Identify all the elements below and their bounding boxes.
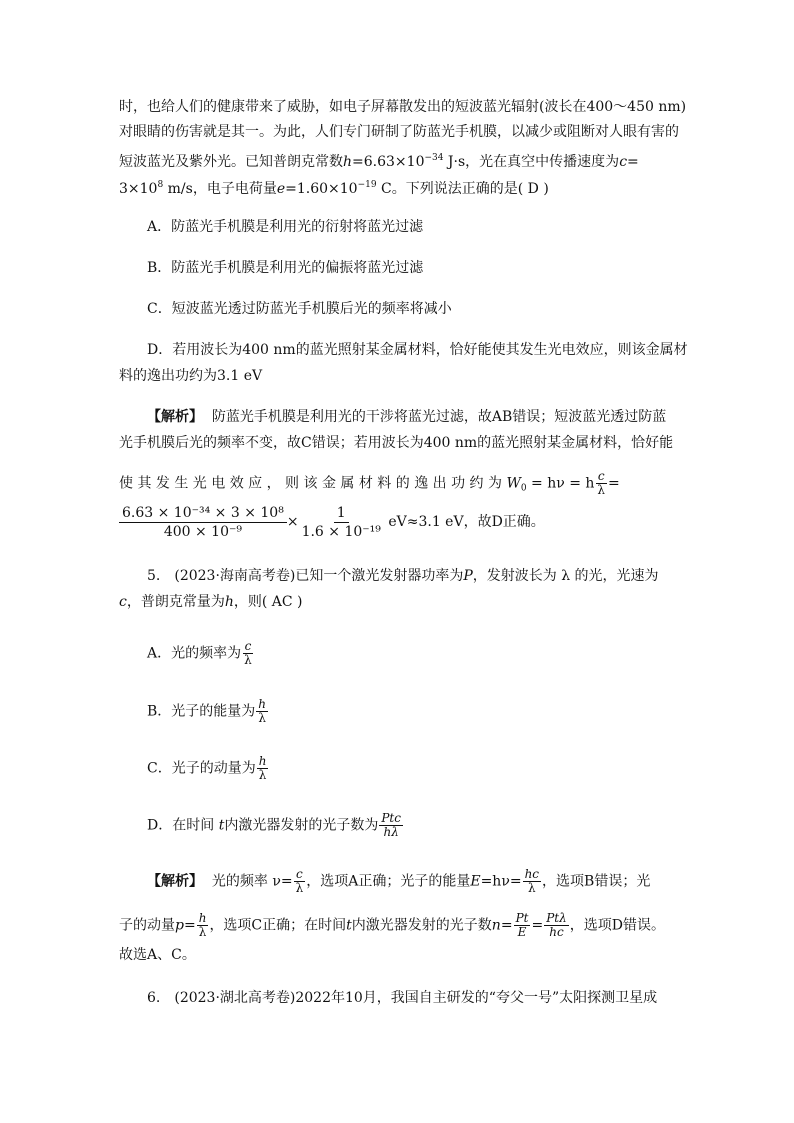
q5-analysis-line-2: 子的动量p= $\frac{h}{\lambda}$ ，选项C正确；在时间t内激光器发射的光子数n= $\frac{Pt}{E}$ = $\frac{\text{Ptλ}}{hc}$ ，选项D错误。 <box>119 911 665 939</box>
q4-option-b: B．防蓝光手机膜是利用光的偏振将蓝光过滤 <box>147 260 424 276</box>
q5-option-d: D．在时间 t内激光器发射的光子数为 $\frac{\text{Ptc}}{h\lambda}$ <box>147 811 401 839</box>
q4-option-a: A．防蓝光手机膜是利用光的衍射将蓝光过滤 <box>147 219 424 235</box>
q6-stem-line-1: 6. (2023·湖北高考卷)2022年10月，我国自主研发的“夸父一号”太阳探测卫星成 <box>147 990 658 1006</box>
q5-analysis-line-3: 故选A、C。 <box>119 947 196 963</box>
q4-option-d-line-2: 料的逸出功约为3.1 eV <box>119 368 263 384</box>
q5-option-c: C．光子的动量为 $\frac{h}{\lambda}$ <box>147 754 267 782</box>
q4-analysis-line-1: 【解析】 防蓝光手机膜是利用光的干涉将蓝光过滤，故AB错误；短波蓝光透过防蓝 <box>147 409 667 425</box>
q5-stem-line-1: 5. (2023·海南高考卷)已知一个激光发射器功率为P，发射波长为 λ 的光，光速为 <box>147 568 659 584</box>
q5-stem-line-2: c，普朗克常量为h，则( AC ) <box>119 594 303 610</box>
fraction-c-over-lambda: $\frac{c}{\lambda}$ <box>597 469 606 497</box>
q5-analysis-line-1: 【解析】 光的频率 ν= $\frac{c}{\lambda}$ ，选项A正确；光子的能量E=hν= $\frac{hc}{\lambda}$ ，选项B错误；光 <box>147 867 651 895</box>
q4-line-4: $3\times 10^8$ m/s，电子电荷量$e=1.60\times 10^{-19}$ C。下列说法正确的是( D ) <box>119 180 549 197</box>
q4-line-3: 短波蓝光及紫外光。已知普朗克常数$h=6.63\times 10^{-34}$ J·s，光在真空中传播速度为c= <box>119 153 639 170</box>
fraction-energy: $\frac{\text{6.63 × 10⁻³⁴ × 3 × 10⁸}}{\text{400 × 10⁻⁹}}$ <box>119 504 287 541</box>
q4-line-2: 对眼睛的伤害就是其一。为此，人们专门研制了防蓝光手机膜，以减少或阻断对人眼有害的 <box>119 124 679 140</box>
fraction-charge: $\frac{1}{\text{1.6 × 10⁻¹⁹}}$ <box>301 504 381 540</box>
analysis-tag: 【解析】 <box>147 873 203 890</box>
q4-option-d-line-1: D．若用波长为400 nm的蓝光照射某金属材料，恰好能使其发生光电效应，则该金属材 <box>147 342 688 358</box>
q4-line-1: 时，也给人们的健康带来了威胁，如电子屏幕散发出的短波蓝光辐射(波长在400～450 nm) <box>119 99 687 115</box>
q4-analysis-line-4: $\frac{\text{6.63 × 10⁻³⁴ × 3 × 10⁸}}{\text{400 × 10⁻⁹}}$ × $\frac{1}{\text{1.6 × 10⁻¹⁹}}$ eV≈3.1 eV，故D正确。 <box>119 503 545 541</box>
q4-analysis-line-2: 光手机膜后光的频率不变，故C错误；若用波长为400 nm的蓝光照射某金属材料，恰好能 <box>119 435 674 451</box>
analysis-tag: 【解析】 <box>147 409 203 425</box>
q5-option-b: B．光子的能量为 $\frac{h}{\lambda}$ <box>147 697 267 725</box>
q5-option-a: A．光的频率为 $\frac{c}{\lambda}$ <box>147 639 252 667</box>
q4-option-c: C．短波蓝光透过防蓝光手机膜后光的频率将减小 <box>147 301 452 317</box>
q4-analysis-line-3: 使 其 发 生 光 电 效 应 ， 则 该 金 属 材 料 的 逸 出 功 约 为 $W_0 = h\nu = h$ $\frac{c}{\lambda}$ = <box>119 469 620 497</box>
